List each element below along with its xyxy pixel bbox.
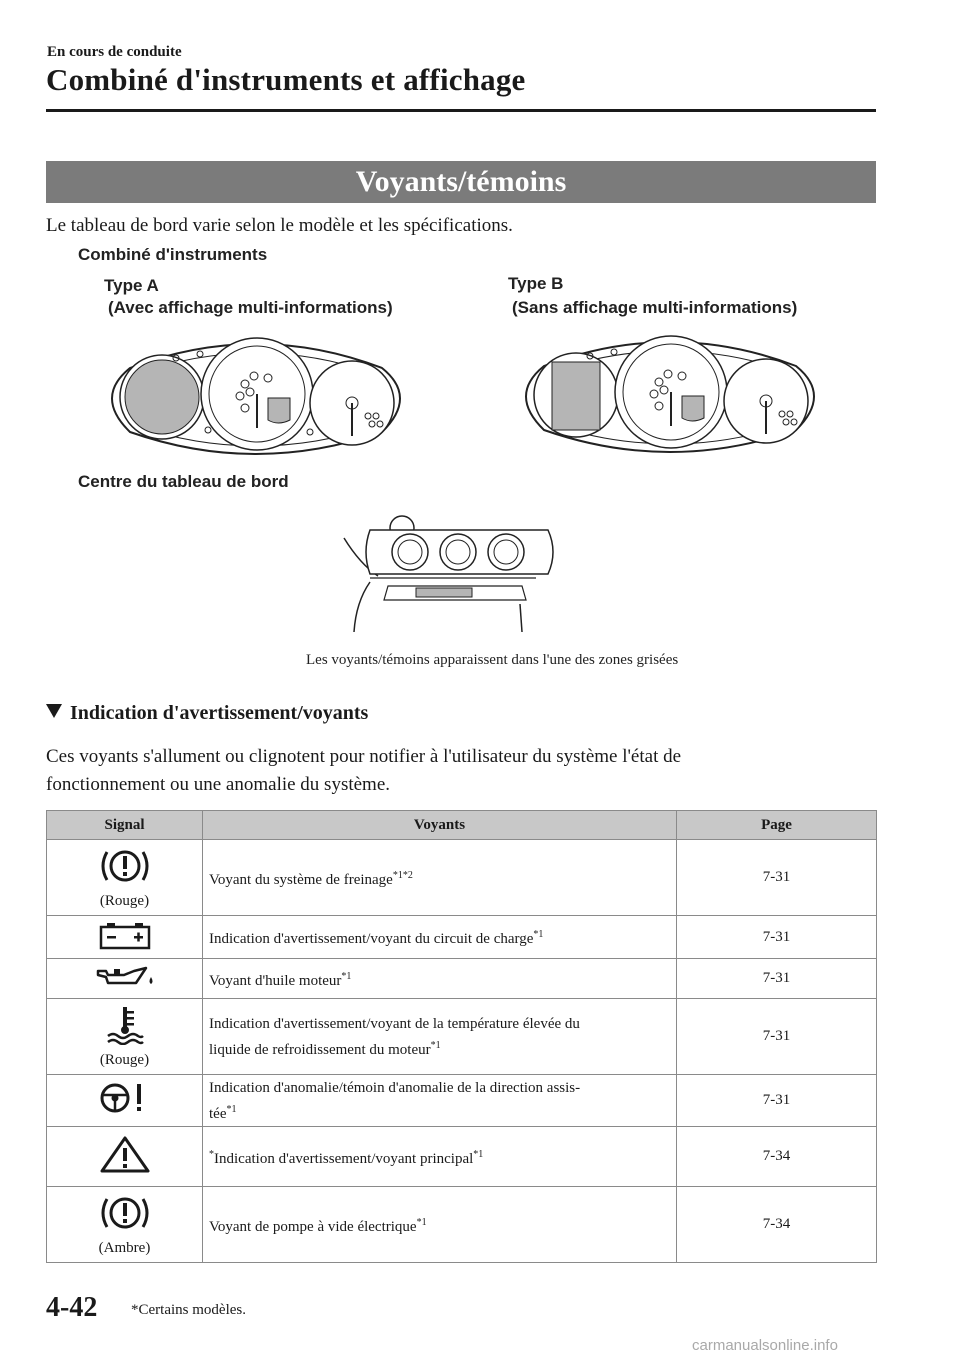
battery-icon [98,920,152,950]
signal-color-label: (Rouge) [99,1051,150,1068]
gray-zone-b-left [552,362,600,430]
page-title: Combiné d'instruments et affichage [46,62,526,97]
watermark: carmanualsonline.info [692,1337,838,1354]
page-ref: 7-31 [677,999,877,1075]
vacuum-pump-warning-icon [97,1193,153,1233]
section-banner: Voyants/témoins [46,161,876,203]
cluster-label: Combiné d'instruments [78,245,268,264]
voyant-text-line2: tée [209,1105,227,1122]
voyant-text: Voyant d'huile moteur [209,972,342,989]
gray-zone-b-center [682,396,704,421]
title-divider [46,109,876,112]
signal-color-label: (Ambre) [98,1239,151,1256]
type-a-sublabel: (Avec affichage multi-informations) [108,298,393,317]
footnote-mark: *1 [473,1148,484,1160]
chapter-label: En cours de conduite [47,44,182,60]
footnote-mark: *1 [430,1039,441,1051]
master-warning-icon [99,1134,151,1174]
intro-text: Le tableau de bord varie selon le modèle et les spécifications. [46,215,513,236]
voyant-text: Indication d'avertissement/voyant du circuit de charge [209,931,534,947]
oil-can-icon [94,963,156,989]
voyant-text: Voyant de pompe à vide électrique [209,1218,417,1235]
table-row [47,840,877,916]
page-number: 4-42 [46,1292,98,1323]
center-panel-label: Centre du tableau de bord [78,472,289,491]
footnote-mark: *1 [416,1216,427,1228]
type-a-label: Type A [104,276,159,295]
page-ref: 7-31 [677,1075,877,1127]
footnote-text: *Certains modèles. [131,1302,246,1318]
gray-zone-center [416,588,472,597]
col-header-page: Page [677,811,877,840]
page-ref: 7-31 [677,840,877,916]
footnote-mark: *1 [226,1103,237,1115]
table-row [47,1127,877,1187]
triangle-bullet-icon [46,704,62,718]
footnote-mark: *1*2 [392,869,413,881]
voyant-text: Voyant du système de freinage [209,871,393,888]
table-row [47,916,877,959]
type-b-label: Type B [508,274,564,293]
type-b-sublabel: (Sans affichage multi-informations) [512,298,798,317]
table-row [47,1187,877,1263]
table-row [47,999,877,1075]
brake-warning-icon [97,846,153,886]
page-ref: 7-34 [677,1187,877,1263]
voyant-text-line1: Indication d'anomalie/témoin d'anomalie de la direction assis- [209,1079,581,1096]
table-row [47,959,877,999]
voyant-text-line1: Indication d'avertissement/voyant de la température élevée du [209,1015,580,1032]
cluster-type-b-illustration [514,326,826,464]
cluster-type-a-illustration [100,328,412,466]
figure-caption: Les voyants/témoins apparaissent dans l'une des zones grisées [306,652,679,668]
steering-warning-icon [97,1080,153,1116]
subsection-title: Indication d'avertissement/voyants [46,702,368,725]
footnote-mark: *1 [533,929,544,940]
subsection-text-line2: fonctionnement ou une anomalie du système. [46,774,391,795]
gray-zone-a-left [125,360,199,434]
center-panel-illustration [340,512,560,634]
col-header-signal: Signal [47,811,203,840]
table-row [47,1075,877,1127]
coolant-temperature-icon [105,1005,145,1045]
page-ref: 7-31 [677,916,877,959]
signal-color-label: (Rouge) [99,892,150,909]
footnote-mark-prefix: * [209,1148,214,1160]
page-ref: 7-31 [677,959,877,999]
page-ref: 7-34 [677,1127,877,1187]
voyant-text-line2: liquide de refroidissement du moteur [209,1041,431,1058]
col-header-voyants: Voyants [203,811,677,840]
footnote-mark: *1 [341,970,352,982]
voyant-text: Indication d'avertissement/voyant principal [214,1150,474,1167]
warning-lights-table [46,810,877,1263]
subsection-text-line1: Ces voyants s'allument ou clignotent pour notifier à l'utilisateur du système l'état de [46,746,682,767]
gray-zone-a-center [268,398,290,423]
